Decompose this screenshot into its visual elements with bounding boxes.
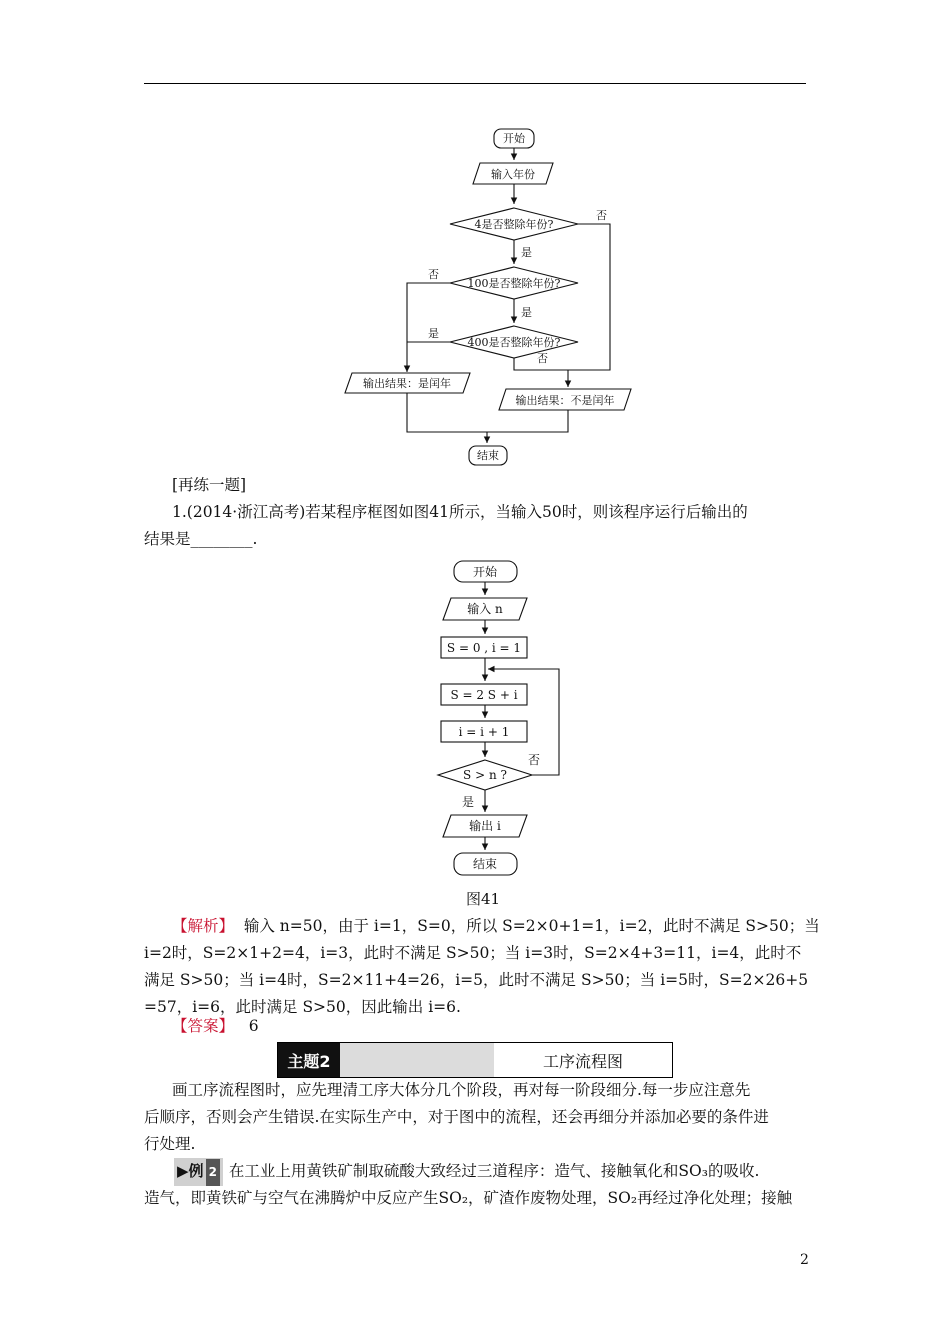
flow1-d2-yes: 是: [521, 306, 532, 319]
flow2-yes-label: 是: [462, 795, 475, 809]
flow2-condition-text: S > n ?: [463, 768, 507, 782]
example-line-2: 造气，即黄铁矿与空气在沸腾炉中反应产生SO₂，矿渣作废物处理，SO₂再经过净化处理；接触: [144, 1189, 793, 1207]
flow2-output-text: 输出 i: [469, 819, 501, 833]
flow2-step2-text: i = i + 1: [458, 725, 510, 739]
flow2-no-label: 否: [528, 753, 541, 767]
flow2-step1-text: S = 2 S + i: [450, 688, 518, 702]
analysis-line-2: i=2时，S=2×1+2=4，i=3，此时不满足 S>50；当 i=3时，S=2×4+3=11，i=4，此时不: [144, 944, 802, 962]
para-line-1: 画工序流程图时，应先理清工序大体分几个阶段，再对每一阶段细分.每一步应注意先: [172, 1081, 751, 1099]
flow1-d3-yes: 是: [428, 327, 439, 340]
flow1-d1-text: 4是否整除年份?: [474, 218, 554, 231]
example-text-1: 在工业上用黄铁矿制取硫酸大致经过三道程序：造气、接触氧化和SO₃的吸收.: [228, 1162, 760, 1180]
topic-grey-band: [340, 1043, 494, 1077]
flow2-input-text: 输入 n: [467, 602, 503, 616]
question-1-line-2: 结果是________.: [144, 530, 258, 548]
flow1-start-text: 开始: [503, 132, 525, 145]
flow1-input-text: 输入年份: [491, 168, 535, 181]
question-1-line-1: 1.(2014·浙江高考)若某程序框图如图41所示，当输入50时，则该程序运行后输出的: [172, 503, 748, 521]
flow1-d3-no: 否: [537, 352, 548, 365]
flow2-init-text: S = 0 , i = 1: [446, 641, 522, 655]
answer-line: [172, 1013, 259, 1040]
para-line-3: 行处理.: [144, 1135, 196, 1153]
flow2-end-text: 结束: [472, 857, 498, 871]
topic-title: 工序流程图: [542, 1051, 623, 1071]
flow1-output-leap-text: 输出结果：是闰年: [363, 377, 451, 390]
analysis-line-3: 满足 S>50；当 i=4时，S=2×11+4=26，i=5，此时不满足 S>50；当 i=5时，S=2×26+5: [144, 971, 809, 989]
analysis-line-1: [172, 913, 820, 940]
flow1-d2-text: 100是否整除年份?: [467, 277, 561, 290]
flow1-d2-no: 否: [428, 268, 439, 281]
example-badge-text: 例: [188, 1162, 204, 1180]
analysis-line-4: =57，i=6，此时满足 S>50，因此输出 i=6.: [144, 998, 461, 1016]
topic-banner: [277, 1042, 673, 1078]
example-badge: ▶例 2: [174, 1158, 223, 1186]
answer-label: 【答案】: [172, 1017, 235, 1035]
topic-tag: 主题2: [278, 1043, 340, 1077]
analysis-label: 【解析】: [172, 917, 235, 935]
flow1-d1-yes: 是: [521, 246, 532, 259]
flow1-end-text: 结束: [477, 449, 499, 462]
answer-value: 6: [248, 1017, 259, 1035]
figure-caption: 图41: [466, 890, 501, 908]
page-number: 2: [800, 1252, 809, 1268]
flow1-d1-no: 否: [596, 209, 607, 222]
example-number: 2: [206, 1159, 220, 1186]
exercise-heading: [再练一题]: [172, 476, 247, 494]
para-line-2: 后顺序，否则会产生错误.在实际生产中，对于图中的流程，还会再细分并添加必要的条件进: [144, 1108, 769, 1126]
analysis-text-1: 输入 n=50，由于 i=1，S=0，所以 S=2×0+1=1，i=2，此时不满足 S>50；当: [243, 917, 820, 935]
flow2-start-text: 开始: [472, 565, 498, 579]
flow1-output-not-text: 输出结果：不是闰年: [515, 394, 615, 407]
flow1-d3-text: 400是否整除年份?: [467, 336, 561, 349]
example-line-1: [174, 1158, 759, 1186]
